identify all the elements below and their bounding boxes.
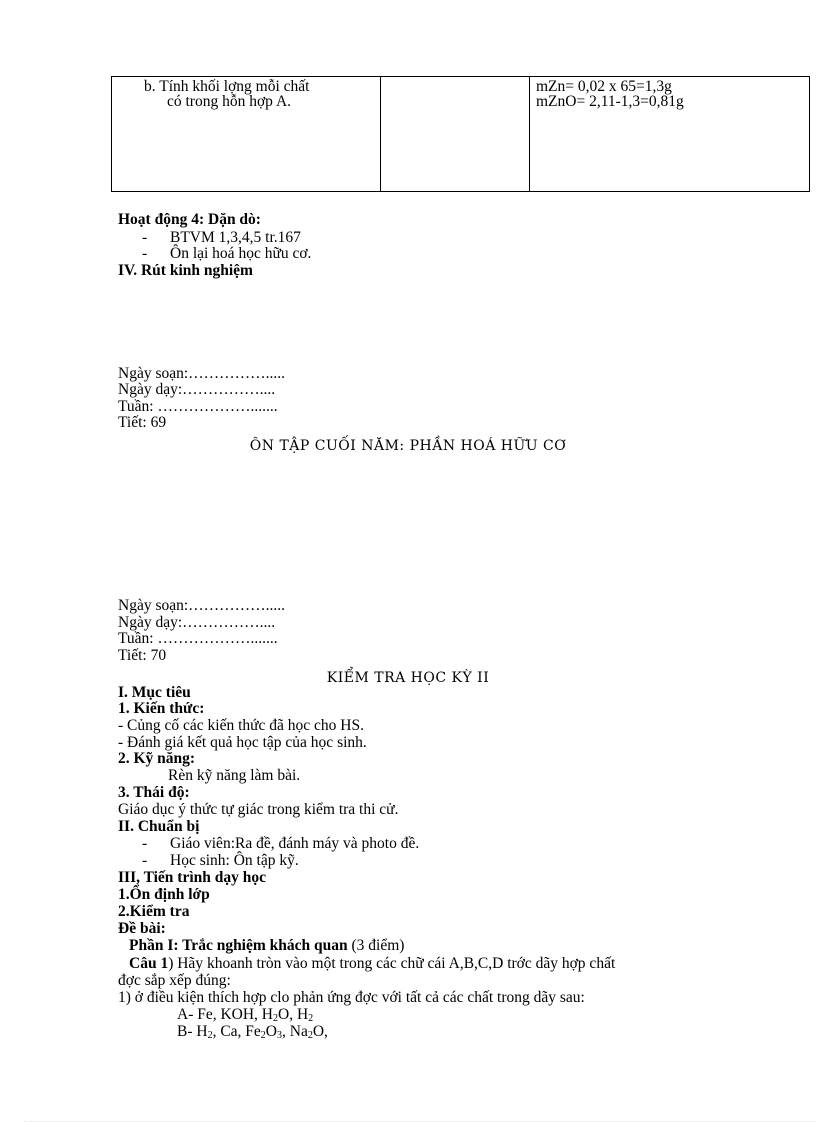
- section-heading: IV. Rút kinh nghiệm: [118, 262, 253, 279]
- list-item-text: Giáo viên:Ra đề, đánh máy và photo đề.: [170, 835, 420, 852]
- question-line: đợc sắp xếp đúng:: [118, 972, 231, 989]
- ngay-day: Ngày dạy:……………....: [118, 614, 276, 631]
- table-cell-answer: [530, 77, 810, 192]
- table-cell-line: mZn= 0,02 x 65=1,3g: [536, 78, 672, 95]
- list-item-text: Học sinh: Ôn tập kỹ.: [170, 852, 299, 869]
- question-label: Câu 1: [129, 955, 169, 972]
- table-cell-empty: [381, 77, 530, 192]
- question-line: 1) ở điều kiện thích hợp clo phản ứng đợc với tất cả các chất trong dãy sau:: [118, 989, 585, 1006]
- section-heading: I. Mục tiêu: [118, 684, 191, 701]
- tiet: Tiết: 69: [118, 414, 167, 431]
- sub-heading: 2.Kiểm tra: [118, 903, 190, 920]
- table-cell-line: có trong hỗn hợp A.: [167, 93, 292, 110]
- text-line: - Củng cố các kiến thức đã học cho HS.: [118, 717, 364, 734]
- ngay-soan: Ngày soạn:…………….....: [118, 597, 286, 614]
- answer-table: [111, 76, 810, 192]
- tiet: Tiết: 70: [118, 647, 167, 664]
- list-item-text: BTVM 1,3,4,5 tr.167: [170, 229, 301, 246]
- hd4-heading: Hoạt động 4: Dặn dò:: [118, 211, 261, 228]
- page-title: ÔN TẬP CUỐI NĂM: PHẦN HOÁ HỮU CƠ: [249, 438, 567, 454]
- table-cell-line: b. Tính khối lợng mỗi chất: [144, 78, 310, 95]
- answer-option-a: A- Fe, KOH, $H_2O$, $H_2$: [177, 1006, 314, 1024]
- text-line: Rèn kỹ năng làm bài.: [168, 767, 301, 784]
- sub-heading: 1. Kiến thức:: [118, 700, 205, 717]
- part-title: Phần I: Trắc nghiệm khách quan: [129, 937, 348, 954]
- text-line: Giáo dục ý thức tự giác trong kiểm tra thi cử.: [118, 801, 399, 818]
- list-item: - Ôn lại hoá học hữu cơ.: [142, 245, 312, 262]
- text-line: - Đánh giá kết quả học tập của học sinh.: [118, 734, 367, 751]
- list-item: - Giáo viên:Ra đề, đánh máy và photo đề.: [142, 835, 420, 852]
- answer-option-b: B- $H_2$, Ca, $Fe_2O_3$, $Na_2O$,: [177, 1023, 328, 1041]
- sub-heading: 3. Thái độ:: [118, 784, 190, 801]
- question-text: ) Hãy khoanh tròn vào một trong các chữ cái A,B,C,D trớc dãy hợp chất: [168, 955, 616, 972]
- table-cell-question: [112, 77, 381, 192]
- part-heading: [129, 938, 404, 953]
- sub-heading: 2. Kỹ năng:: [118, 750, 196, 767]
- list-item-text: Ôn lại hoá học hữu cơ.: [170, 245, 312, 262]
- page-title: KIỂM TRA HỌC KỲ II: [326, 670, 490, 686]
- tuan: Tuần: ……………….......: [118, 630, 278, 647]
- table-row: [112, 77, 810, 192]
- question-line: [129, 956, 615, 971]
- page-bottom-divider: [24, 1121, 816, 1122]
- list-item: - Học sinh: Ôn tập kỹ.: [142, 852, 299, 869]
- ngay-soan: Ngày soạn:…………….....: [118, 365, 286, 382]
- section-heading: II. Chuẩn bị: [118, 818, 200, 835]
- list-item: - BTVM 1,3,4,5 tr.167: [142, 229, 301, 246]
- part-note: (3 điểm): [351, 937, 405, 954]
- ngay-day: Ngày dạy:……………....: [118, 381, 276, 398]
- sub-heading: Đề bài:: [118, 920, 166, 937]
- tuan: Tuần: ……………….......: [118, 398, 278, 415]
- sub-heading: 1.Ổn định lớp: [118, 886, 210, 903]
- table-cell-line: mZnO= 2,11-1,3=0,81g: [536, 93, 684, 110]
- section-heading: III, Tiến trình dạy học: [118, 869, 267, 886]
